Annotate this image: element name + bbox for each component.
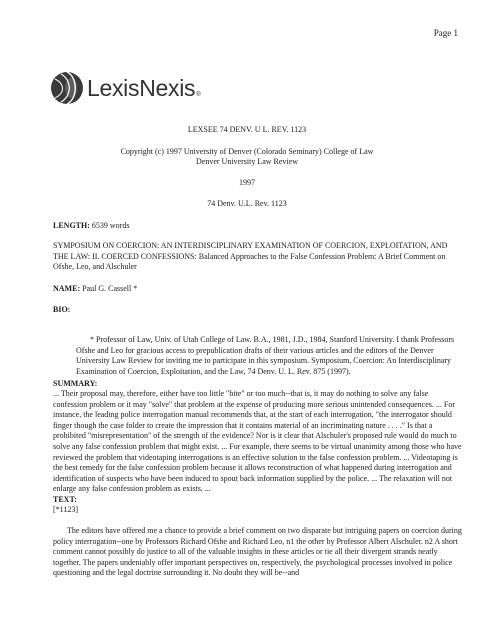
logo-wordmark: LexisNexis bbox=[87, 75, 196, 101]
lexisnexis-globe-icon bbox=[50, 71, 84, 105]
volume-citation: 74 Denv. U.L. Rev. 1123 bbox=[207, 199, 287, 208]
journal-name: Denver University Law Review bbox=[196, 157, 298, 166]
length-label: LENGTH: bbox=[53, 221, 90, 230]
name-field bbox=[53, 284, 463, 295]
document-title: SYMPOSIUM ON COERCION: AN INTERDISCIPLINARY EXAMINATION OF COERCION, EXPLOITATION, AND THE LAW: II. COERCED CONFESSIONS: Balanced Approaches to the False Confession Problem: A Brief Comment on Ofshe, Leo, and Alschuler bbox=[53, 241, 448, 272]
length-field bbox=[53, 221, 463, 232]
bio-text: * Professor of Law, Univ. of Utah College of Law. B.A., 1981, J.D., 1984, Stanford University. I thank Professors Ofshe and Leo for gracious access to prepublication drafts of their various articles and the editors of the Denver University Law Review for inviting me to participate in this symposium. Symposium, Coercion: An Interdisciplinary Examination of Coercion, Exploitation, and the Law, 74 Denv. U. L. Rev. 875 (1997). bbox=[76, 335, 455, 376]
author-name: Paul G. Cassell * bbox=[82, 284, 138, 293]
page-number: Page 1 bbox=[433, 28, 458, 38]
summary-text: ... Their proposal may, therefore, either have too little "bite" or too much--that is, it may do nothing to solve any false confession problem or it may "solve" that problem at the expense of producing more serious unintended consequences. ... For instance, the leading police interrogation manual recommends that, at the start of each interrogation, "the interrogator should finger though the case folder to create the impression that it contains material of an incriminating nature . . . ." Is that a prohibited "misrepresentation" of the strength of the evidence? Nor is it clear that Alschuler's proposed rule would do much to solve any false confession problem that might exist. ... For example, there seems to be virtual unanimity among those who have reviewed the problem that videotaping interrogations is an effective solution to the false confession problem. ... Videotaping is the best remedy for the false confession problem because it allows reconstruction of what happened during interrogation and identification of suspects who have been induced to spout back information supplied by the police. ... The relaxation will not enlarge any false confession problem as exists. ... bbox=[53, 389, 462, 494]
name-label: NAME: bbox=[53, 284, 81, 293]
publication-year: 1997 bbox=[239, 178, 255, 187]
citation-line: LEXSEE 74 DENV. U L. REV. 1123 bbox=[187, 125, 307, 134]
logo-registered-mark: ® bbox=[196, 92, 201, 98]
summary-label: SUMMARY: bbox=[53, 379, 98, 388]
text-label: TEXT: bbox=[53, 495, 77, 504]
bio-label: BIO: bbox=[53, 305, 71, 314]
length-value: 6539 words bbox=[91, 221, 130, 230]
body-paragraph: The editors have offered me a chance to provide a brief comment on two disparate but intriguing papers on coercion during policy interrogation--one by Professors Richard Ofshe and Richard Leo, n1 the other by Professor Albert Alschuler. n2 A short comment cannot possibly do justice to all of the valuable insights in these articles or tie all their divergent strands neatly together. The papers undeniably offer important perspectives on, respectively, the psychological processes involved in police questioning and the legal doctrine surrounding it. No doubt they will be--and bbox=[53, 526, 462, 578]
copyright-line: Copyright (c) 1997 University of Denver (Colorado Seminary) College of Law bbox=[120, 147, 374, 156]
lexisnexis-logo bbox=[50, 71, 201, 105]
star-page-marker: [*1123] bbox=[53, 505, 79, 514]
